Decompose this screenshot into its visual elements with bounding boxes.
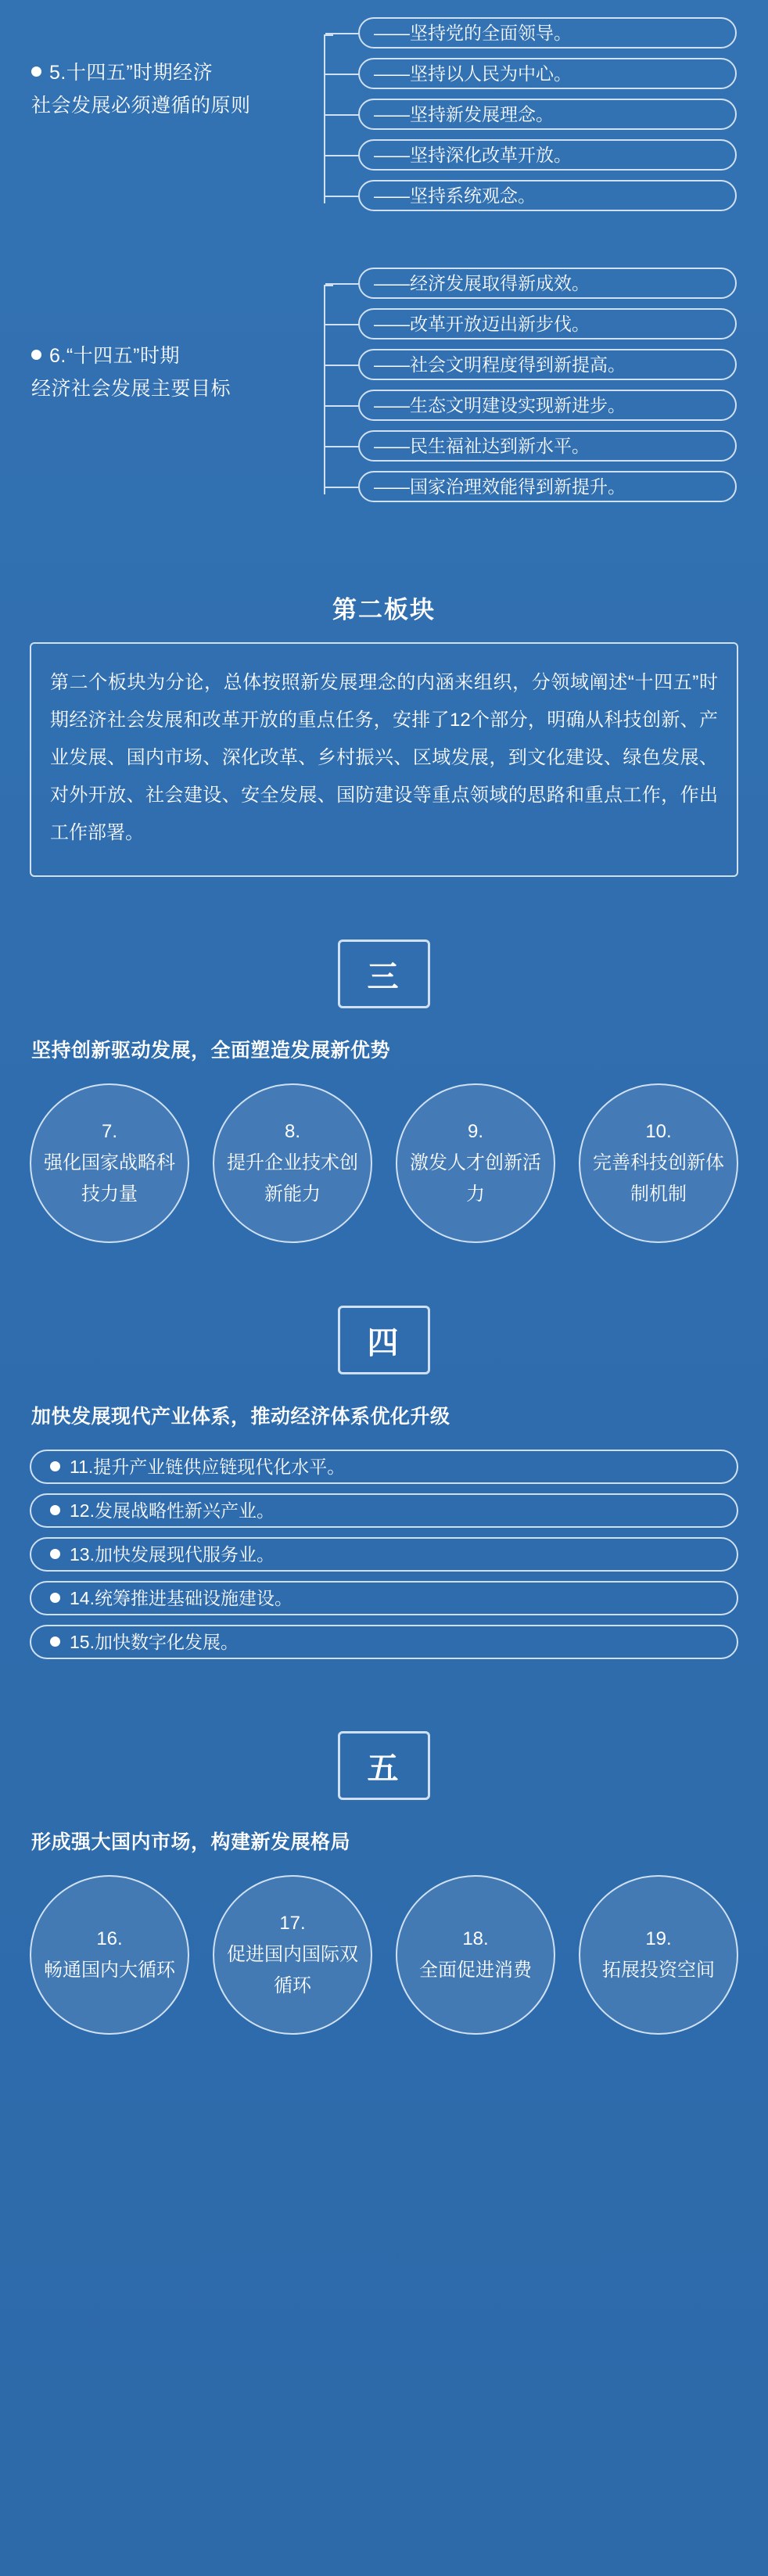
circle-item xyxy=(213,1083,372,1243)
goal-item xyxy=(358,430,737,462)
circle-item-text: 强化国家战略科技力量 xyxy=(44,1152,175,1205)
goals-block xyxy=(0,268,768,512)
principle-item xyxy=(358,58,737,89)
list-item xyxy=(30,1493,738,1528)
chapter-four-badge: 四 xyxy=(338,1306,430,1374)
chapter-three xyxy=(0,940,768,1243)
circle-item-text: 完善科技创新体制机制 xyxy=(593,1152,724,1205)
circle-item-number: 16. xyxy=(96,1928,123,1949)
circle-item-number: 10. xyxy=(645,1121,672,1142)
chapter-four xyxy=(0,1306,768,1659)
section-two-paragraph: 第二个板块为分论，总体按照新发展理念的内涵来组织，分领域阐述“十四五”时期经济社会发展和改革开放的重点任务，安排了12个部分，明确从科技创新、产业发展、国内市场、深化改革、乡村振兴、区域发展，到文化建设、绿色发展、对外开放、社会建设、安全发展、国防建设等重点领域的思路和重点工作，作出工作部署。 xyxy=(30,642,738,877)
list-item xyxy=(30,1581,738,1615)
list-item-text: 11.提升产业链供应链现代化水平。 xyxy=(70,1457,346,1477)
circle-item-number: 7. xyxy=(101,1121,117,1142)
principles-label-line1: 5.十四五”时期经济 xyxy=(49,62,214,84)
chapter-four-heading: 加快发展现代产业体系，推动经济体系优化升级 xyxy=(31,1406,450,1428)
bullet-icon xyxy=(50,1505,60,1515)
list-item xyxy=(30,1625,738,1659)
circle-item-number: 18. xyxy=(462,1928,489,1949)
circle-item xyxy=(213,1875,372,2035)
chapter-three-badge: 三 xyxy=(338,940,430,1008)
goal-item-text: ——民生福祉达到新水平。 xyxy=(374,436,590,456)
circle-item-number: 17. xyxy=(279,1913,306,1934)
bullet-icon xyxy=(50,1636,60,1647)
circle-item xyxy=(579,1083,738,1243)
goals-branch-tree xyxy=(313,268,737,512)
principle-item xyxy=(358,17,737,49)
circle-item-text: 提升企业技术创新能力 xyxy=(227,1152,358,1205)
list-item-text: 14.统筹推进基础设施建设。 xyxy=(70,1588,292,1608)
circle-item-text: 激发人才创新活力 xyxy=(410,1152,541,1205)
circle-item-number: 9. xyxy=(467,1121,483,1142)
chapter-three-heading: 坚持创新驱动发展，全面塑造发展新优势 xyxy=(31,1040,391,1062)
circle-item xyxy=(396,1875,555,2035)
chapter-four-list xyxy=(30,1450,738,1659)
section-two-title: 第二板块 xyxy=(332,596,436,623)
list-item-text: 15.加快数字化发展。 xyxy=(70,1632,239,1652)
principles-branch-tree xyxy=(313,17,737,221)
bullet-icon xyxy=(50,1593,60,1603)
circle-item-text: 促进国内国际双循环 xyxy=(227,1944,358,1996)
goals-row xyxy=(31,268,737,512)
principles-label xyxy=(31,17,313,122)
chapter-five-circles xyxy=(30,1875,738,2035)
circle-item-text: 拓展投资空间 xyxy=(602,1960,715,1981)
goals-label xyxy=(31,268,313,405)
list-item xyxy=(30,1537,738,1572)
principles-row xyxy=(31,17,737,221)
goals-label-line2: 经济社会发展主要目标 xyxy=(31,378,231,400)
circle-item-number: 19. xyxy=(645,1928,672,1949)
principles-block xyxy=(0,0,768,221)
circle-item-text: 畅通国内大循环 xyxy=(44,1960,175,1981)
principles-label-line2: 社会发展必须遵循的原则 xyxy=(31,95,251,117)
goal-item-text: ——国家治理效能得到新提升。 xyxy=(374,476,626,497)
principle-item xyxy=(358,180,737,211)
list-item-text: 12.发展战略性新兴产业。 xyxy=(70,1500,275,1521)
chapter-three-circles xyxy=(30,1083,738,1243)
circle-item xyxy=(30,1875,189,2035)
goal-item-text: ——生态文明建设实现新进步。 xyxy=(374,395,626,415)
goal-item-text: ——改革开放迈出新步伐。 xyxy=(374,314,590,334)
principle-item-text: ——坚持系统观念。 xyxy=(374,185,536,206)
circle-item xyxy=(30,1083,189,1243)
list-item-text: 13.加快发展现代服务业。 xyxy=(70,1544,275,1565)
goal-item-text: ——社会文明程度得到新提高。 xyxy=(374,354,626,375)
list-item xyxy=(30,1450,738,1484)
principle-item xyxy=(358,99,737,130)
circle-item-number: 8. xyxy=(284,1121,300,1142)
goal-item xyxy=(358,268,737,299)
principle-item-text: ——坚持深化改革开放。 xyxy=(374,145,572,165)
goal-item xyxy=(358,308,737,340)
chapter-five-badge: 五 xyxy=(338,1731,430,1800)
circle-item-text: 全面促进消费 xyxy=(419,1960,532,1981)
principle-item-text: ——坚持新发展理念。 xyxy=(374,104,554,124)
principle-item-text: ——坚持党的全面领导。 xyxy=(374,23,572,43)
bullet-icon xyxy=(31,350,41,360)
section-two xyxy=(0,590,768,877)
principle-item xyxy=(358,139,737,171)
circle-item xyxy=(396,1083,555,1243)
goals-label-line1: 6.“十四五”时期 xyxy=(49,345,181,367)
goal-item xyxy=(358,390,737,421)
bullet-icon xyxy=(50,1549,60,1559)
principle-item-text: ——坚持以人民为中心。 xyxy=(374,63,572,84)
chapter-five-heading: 形成强大国内市场，构建新发展格局 xyxy=(31,1831,351,1853)
goal-item-text: ——经济发展取得新成效。 xyxy=(374,273,590,293)
bullet-icon xyxy=(31,66,41,77)
bullet-icon xyxy=(50,1461,60,1471)
goal-item xyxy=(358,349,737,380)
chapter-five xyxy=(0,1731,768,2035)
circle-item xyxy=(579,1875,738,2035)
goal-item xyxy=(358,471,737,502)
